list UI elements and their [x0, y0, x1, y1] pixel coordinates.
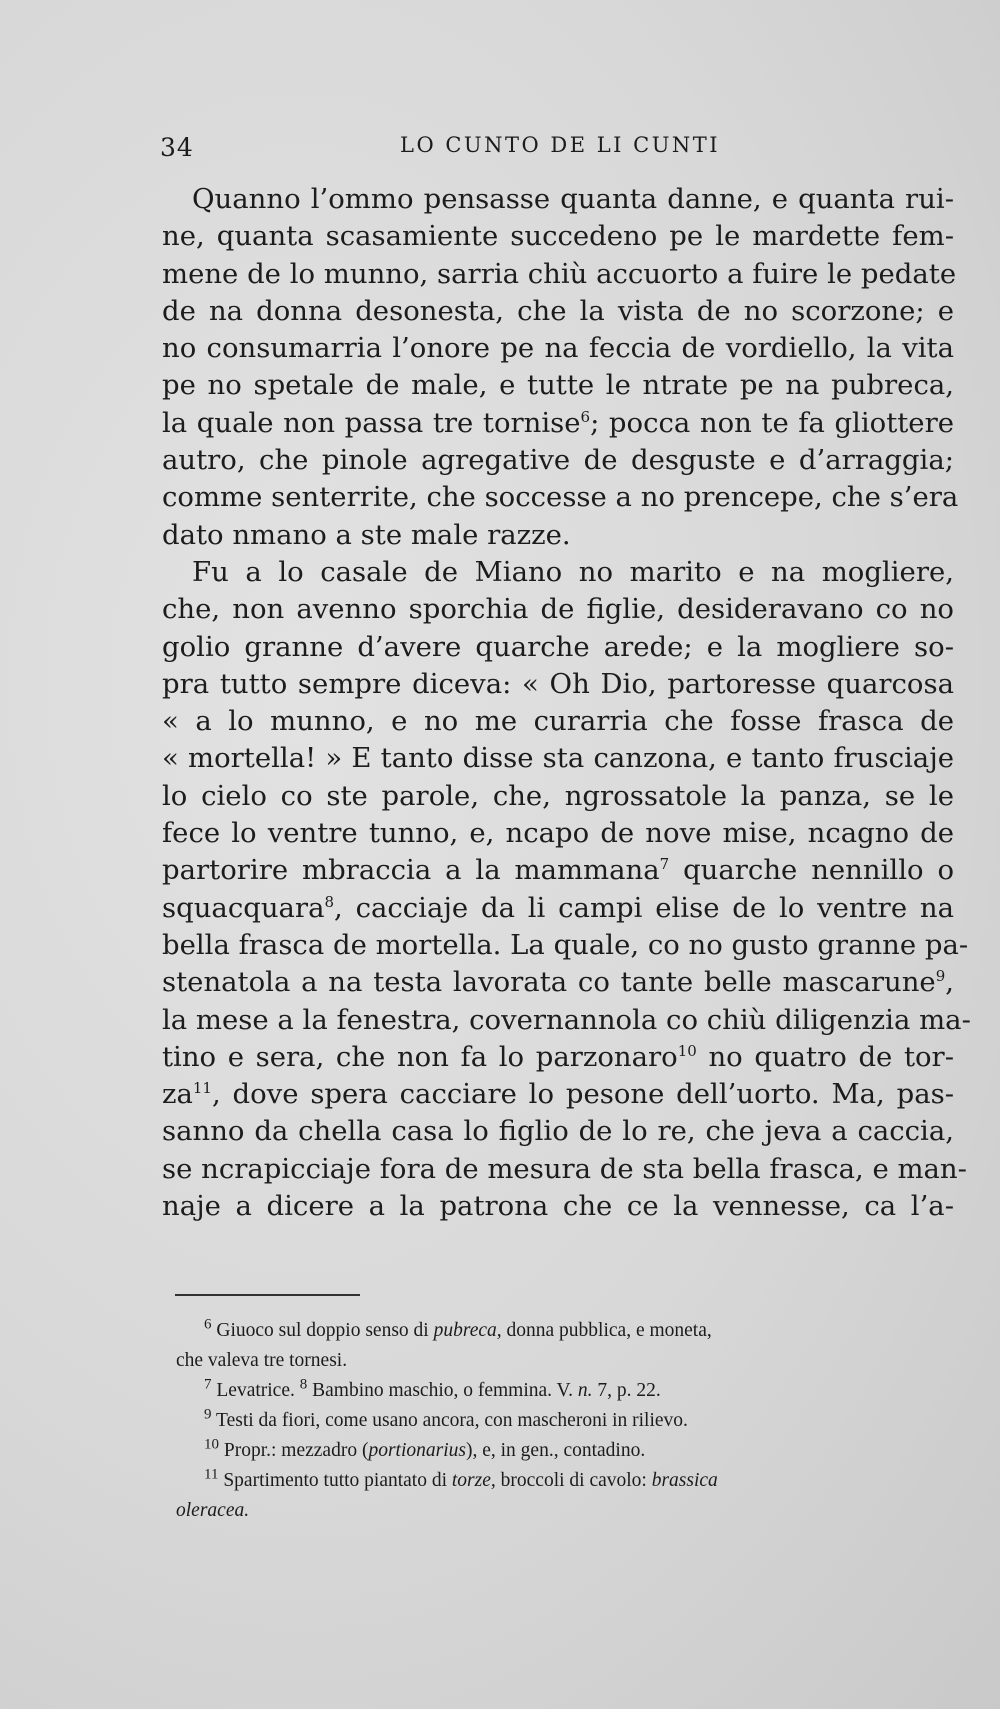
text-line: « mortella! » E tanto disse sta canzona, e tanto frusciaje	[162, 742, 954, 775]
text-line: lo cielo co ste parole, che, ngrossatole la panza, se le	[162, 779, 954, 812]
footnote-number: 7	[204, 1376, 212, 1393]
text-line: la quale non passa tre tornise$^6$; pocca non te fa gliottere	[162, 406, 954, 439]
footnote-ref: 9	[935, 967, 946, 986]
footnote: $^{10}$ Propr.: mezzadro (portionarius), e, in gen., contadino.	[204, 1436, 646, 1461]
footnote-rule	[175, 1294, 360, 1296]
text-line: no consumarria l’onore pe na feccia de vordiello, la vita	[162, 332, 954, 365]
running-title: LO CUNTO DE LI CUNTI	[400, 133, 721, 157]
text-line: naje a dicere a la patrona che ce la vennesse, ca l’a-	[162, 1190, 954, 1223]
text-line: comme senterrite, che soccesse a no prencepe, che s’era	[162, 481, 959, 514]
text-line: che, non avenno sporchia de figlie, desideravano co no	[162, 593, 954, 626]
footnotes	[178, 1316, 953, 1526]
footnote-ref: 11	[192, 1078, 212, 1097]
text-line: golio granne d’avere quarche arede; e la mogliere so-	[162, 630, 954, 663]
page-header	[160, 133, 920, 173]
footnote-number: 10	[204, 1436, 219, 1453]
text-line: tino e sera, che non fa lo parzonaro$^{10}$ no quatro de tor-	[162, 1040, 954, 1073]
text-line: sanno da chella casa lo figlio de lo re, che jeva a caccia,	[162, 1115, 954, 1148]
footnote-ref: 6	[580, 407, 591, 426]
footnote-ref: 8	[324, 892, 335, 911]
footnote-number: 6	[204, 1316, 212, 1333]
text-line: partorire mbraccia a la mammana$^7$ quarche nennillo o	[162, 854, 955, 887]
text-line: de na donna desonesta, che la vista de no scorzone; e	[162, 294, 954, 327]
footnote-ref: 7	[659, 855, 670, 874]
text-line: Quanno l’ommo pensasse quanta danne, e quanta rui-	[192, 183, 954, 215]
text-line: se ncrapicciaje fora de mesura de sta bella frasca, e man-	[162, 1152, 967, 1185]
footnote-number: 9	[204, 1406, 212, 1423]
text-line: dato nmano a ste male razze.	[162, 518, 571, 551]
footnote: $^9$ Testi da fiori, come usano ancora, con mascheroni in rilievo.	[204, 1406, 688, 1431]
text-line: la mese a la fenestra, covernannola co chiù diligenzia ma-	[162, 1003, 971, 1036]
footnote: $^6$ Giuoco sul doppio senso di pubreca, donna pubblica, e moneta,	[204, 1316, 712, 1341]
footnote: $^7$ Levatrice. $^8$ Bambino maschio, o femmina. V. n. 7, p. 22.	[204, 1376, 661, 1401]
text-line: stenatola a na testa lavorata co tante belle mascarune$^9$,	[162, 966, 954, 999]
text-line: $za^{11}$, dove spera cacciare lo pesone dell’uorto. Ma, pas-	[162, 1078, 954, 1111]
text-line: « a lo munno, e no me curarria che fosse frasca de	[162, 705, 954, 738]
text-line: autro, che pinole agregative de desguste e d’arraggia;	[162, 444, 954, 477]
text-line: fece lo ventre tunno, e, ncapo de nove mise, ncagno de	[162, 817, 954, 850]
footnote-number: 11	[204, 1466, 219, 1483]
page-number: 34	[160, 133, 194, 162]
text-line: Fu a lo casale de Miano no marito e na mogliere,	[192, 555, 954, 588]
text-line: ne, quanta scasamiente succedeno pe le mardette fem-	[162, 220, 954, 253]
text-line: pra tutto sempre diceva: « Oh Dio, partoresse quarcosa	[162, 667, 954, 700]
footnote-ref: 10	[677, 1041, 697, 1060]
footnote-continuation: oleracea.	[176, 1500, 250, 1521]
body-text	[162, 181, 971, 1225]
footnote: $^{11}$ Spartimento tutto piantato di torze, broccoli di cavolo: brassica	[204, 1466, 718, 1491]
text-line: bella frasca de mortella. La quale, co no gusto granne pa-	[162, 928, 969, 961]
text-line: squacquara$^8$, cacciaje da li campi elise de lo ventre na	[162, 891, 954, 924]
text-line: mene de lo munno, sarria chiù accuorto a fuire le pedate	[162, 257, 957, 290]
footnote-continuation: che valeva tre tornesi.	[176, 1350, 348, 1371]
text-line: pe no spetale de male, e tutte le ntrate pe na pubreca,	[162, 369, 954, 402]
